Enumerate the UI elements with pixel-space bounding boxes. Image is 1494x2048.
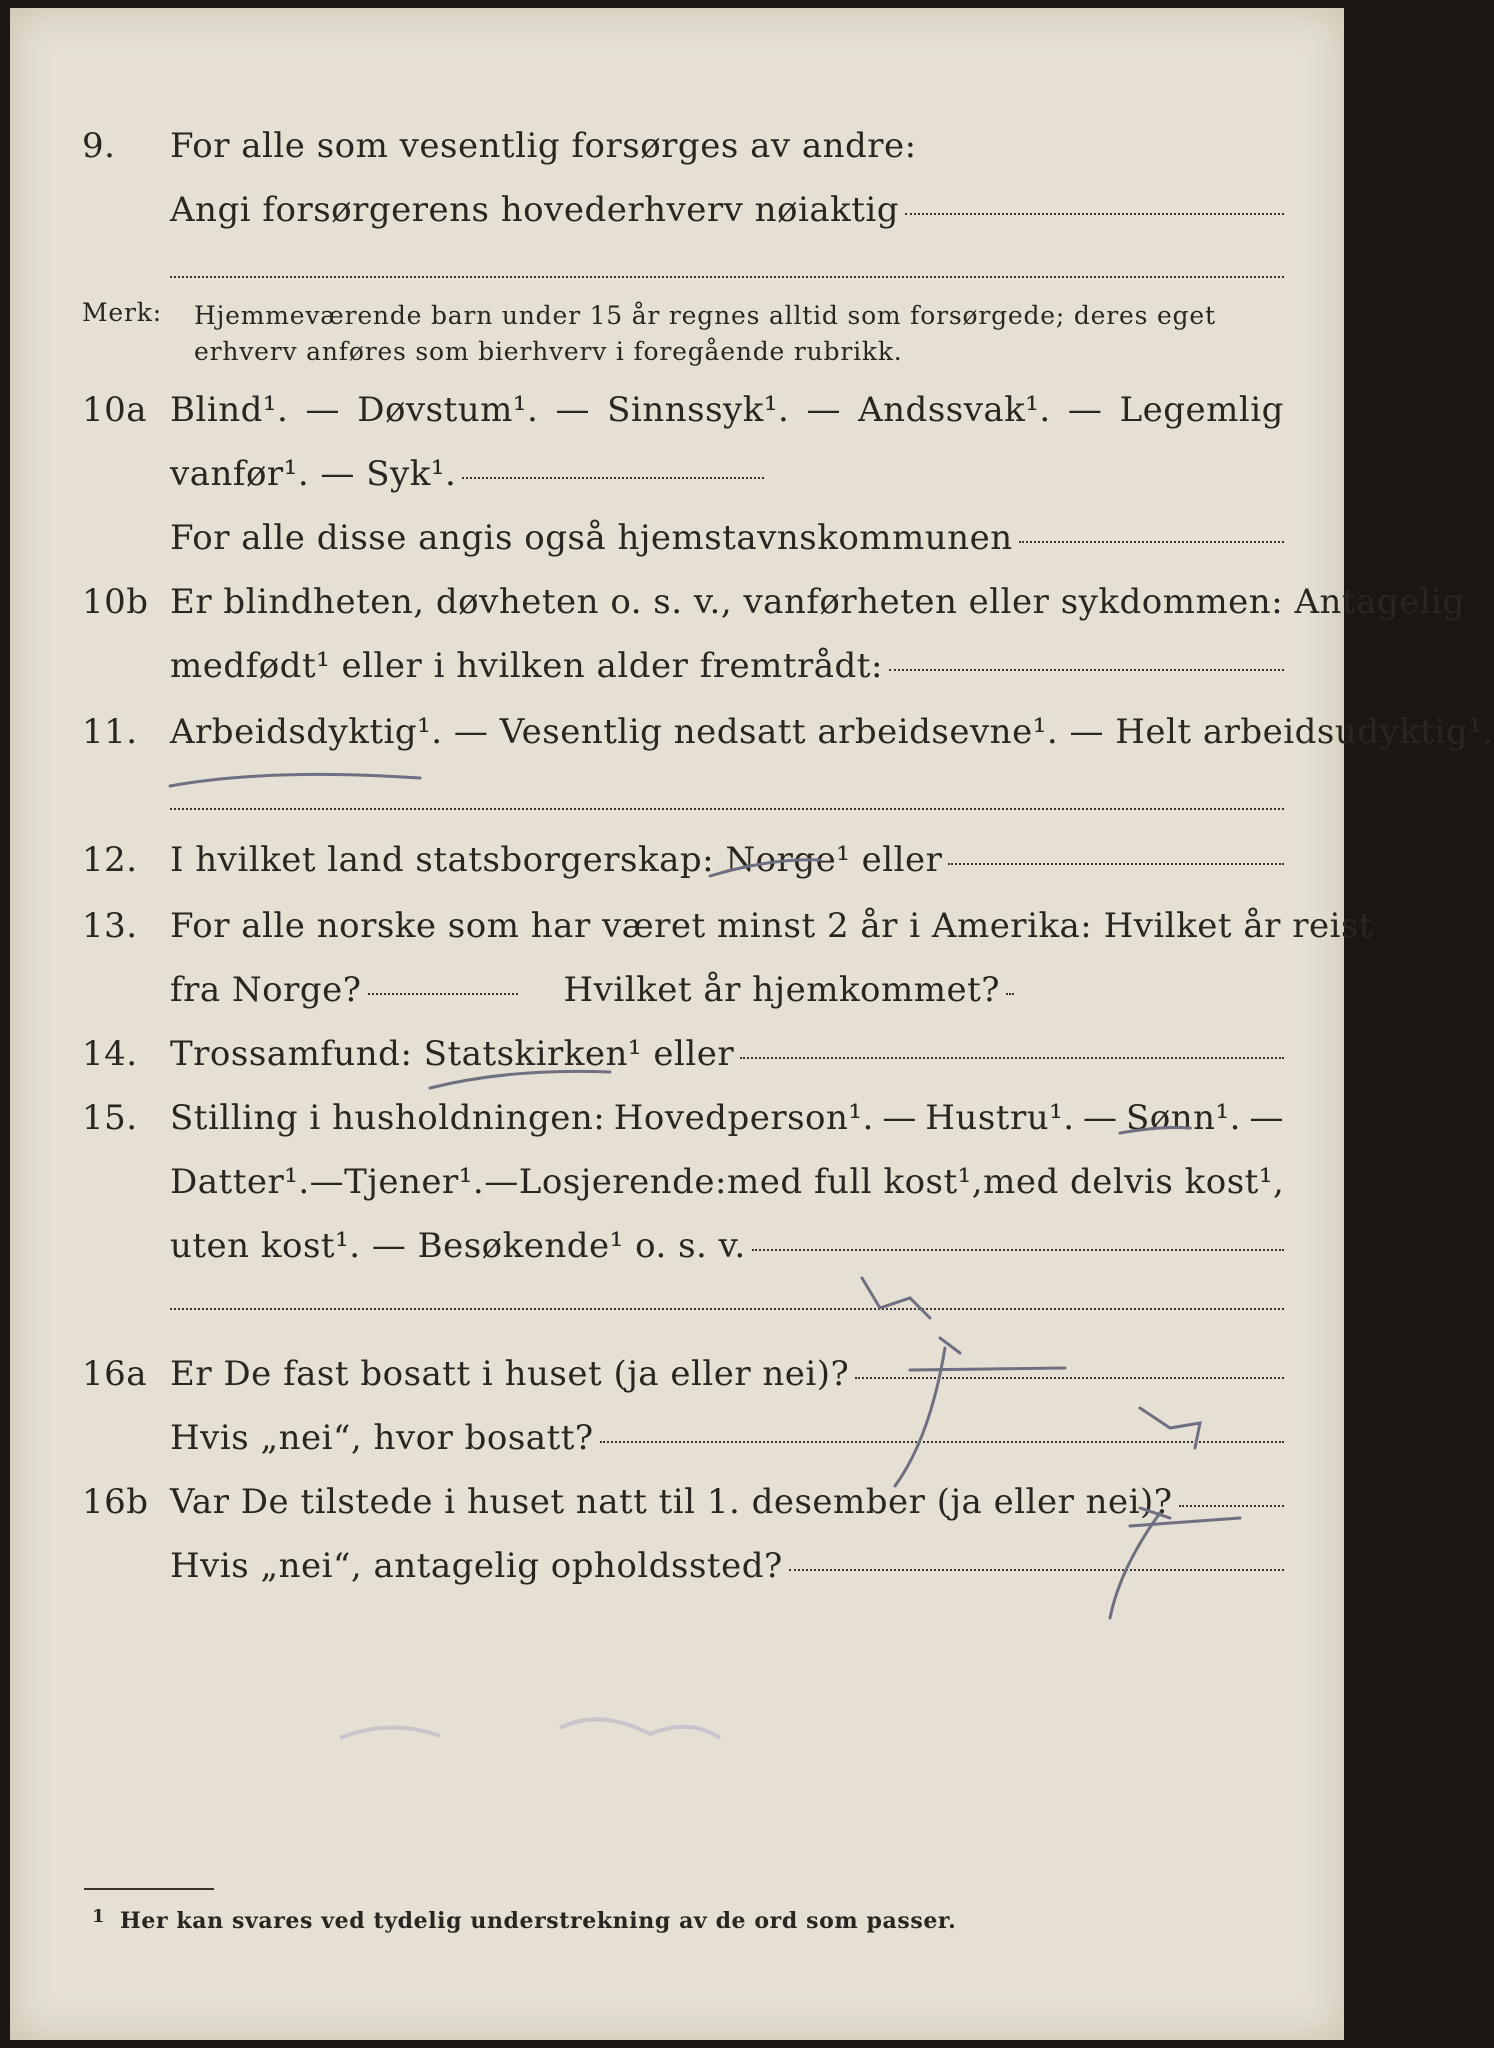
footnote <box>92 1906 957 1934</box>
underline-mark <box>170 774 420 786</box>
option-word: med full kost¹, <box>727 1162 984 1202</box>
pencil-mark <box>862 1278 930 1318</box>
question-number: 10a <box>82 390 148 430</box>
question-number: 14. <box>82 1034 138 1074</box>
question-number: 15. <box>82 1098 138 1138</box>
question-text: For alle disse angis også hjemstavnskommunen <box>170 518 1013 558</box>
faint-stamp <box>330 1698 730 1758</box>
question-text: For alle norske som har været minst 2 år i Amerika: Hvilket år reist <box>170 906 1374 946</box>
handwritten-answer-ja <box>895 1338 1065 1486</box>
question-number: 10b <box>82 582 149 622</box>
question-number: 16b <box>82 1482 149 1522</box>
dash-separator: — <box>305 390 341 430</box>
question-text: Hvis „nei“, hvor bosatt? <box>170 1418 594 1458</box>
question-number: 12. <box>82 840 138 880</box>
option-word: Hovedperson¹. <box>613 1098 874 1138</box>
option-word: Sønn¹. <box>1125 1098 1241 1138</box>
option-word: Andssvak¹. <box>858 390 1051 430</box>
option-word: Losjerende: <box>518 1162 728 1202</box>
option-word: Stilling i husholdningen: <box>170 1098 606 1138</box>
question-text: Trossamfund: Statskirken¹ eller <box>170 1034 735 1074</box>
underline-mark <box>1120 1128 1190 1133</box>
option-word: Tjener¹. <box>344 1162 485 1202</box>
option-word: Blind¹. <box>170 390 289 430</box>
question-text: uten kost¹. — Besøkende¹ o. s. v. <box>170 1226 746 1266</box>
question-text: Er De fast bosatt i huset (ja eller nei)? <box>170 1354 850 1394</box>
dash-separator: — <box>882 1098 917 1138</box>
question-text: Var De tilstede i huset natt til 1. desember (ja eller nei)? <box>170 1482 1173 1522</box>
handwritten-answer-ja <box>1110 1508 1240 1618</box>
underline-mark <box>710 860 820 876</box>
note-label: Merk: <box>82 298 162 327</box>
question-text: Hvis „nei“, antagelig opholdssted? <box>170 1546 783 1586</box>
option-word: Døvstum¹. <box>357 390 539 430</box>
question-text: vanfør¹. — Syk¹. <box>170 454 457 494</box>
question-text: medfødt¹ eller i hvilken alder fremtrådt: <box>170 646 883 686</box>
option-word: Legemlig <box>1119 390 1284 430</box>
dash-separator: — <box>1083 1098 1118 1138</box>
dash-separator: — <box>555 390 590 430</box>
dash-separator: — <box>1249 1098 1284 1138</box>
underline-mark <box>430 1071 610 1088</box>
question-number: 9. <box>82 126 116 166</box>
question-number: 13. <box>82 906 138 946</box>
footnote-marker: 1 <box>92 1906 106 1927</box>
note-text: Hjemmeværende barn under 15 år regnes alltid som forsørgede; deres eget erhverv anføres som bierhverv i foregående rubrikk. <box>194 301 1216 366</box>
question-text: Er blindheten, døvheten o. s. v., vanførheten eller sykdommen: Antagelig <box>170 582 1465 622</box>
question-text: Arbeidsdyktig¹. — Vesentlig nedsatt arbeidsevne¹. — Helt arbeidsudyktig¹. <box>170 712 1494 752</box>
option-word: Sinnssyk¹. <box>607 390 790 430</box>
question-number: 11. <box>82 712 138 752</box>
dash-separator: — <box>309 1162 345 1202</box>
pencil-mark <box>1140 1408 1200 1448</box>
dash-separator: — <box>1067 390 1103 430</box>
footnote-text: Her kan svares ved tydelig understrekning av de ord som passer. <box>120 1908 957 1934</box>
question-number: 16a <box>82 1354 148 1394</box>
option-word: Hustru¹. <box>925 1098 1075 1138</box>
option-word: Datter¹. <box>170 1162 310 1202</box>
footnote-rule <box>84 1888 214 1890</box>
question-text: For alle som vesentlig forsørges av andre: <box>170 126 917 166</box>
question-text: Hvilket år hjemkommet? <box>563 970 1001 1010</box>
dash-separator: — <box>484 1162 519 1202</box>
question-text: fra Norge? <box>170 970 362 1010</box>
question-text: I hvilket land statsborgerskap: Norge¹ eller <box>170 840 943 880</box>
dash-separator: — <box>806 390 841 430</box>
question-text: Angi forsørgerens hovederhverv nøiaktig <box>170 190 900 230</box>
census-form-page <box>10 8 1494 2040</box>
option-word: med delvis kost¹, <box>983 1162 1285 1202</box>
